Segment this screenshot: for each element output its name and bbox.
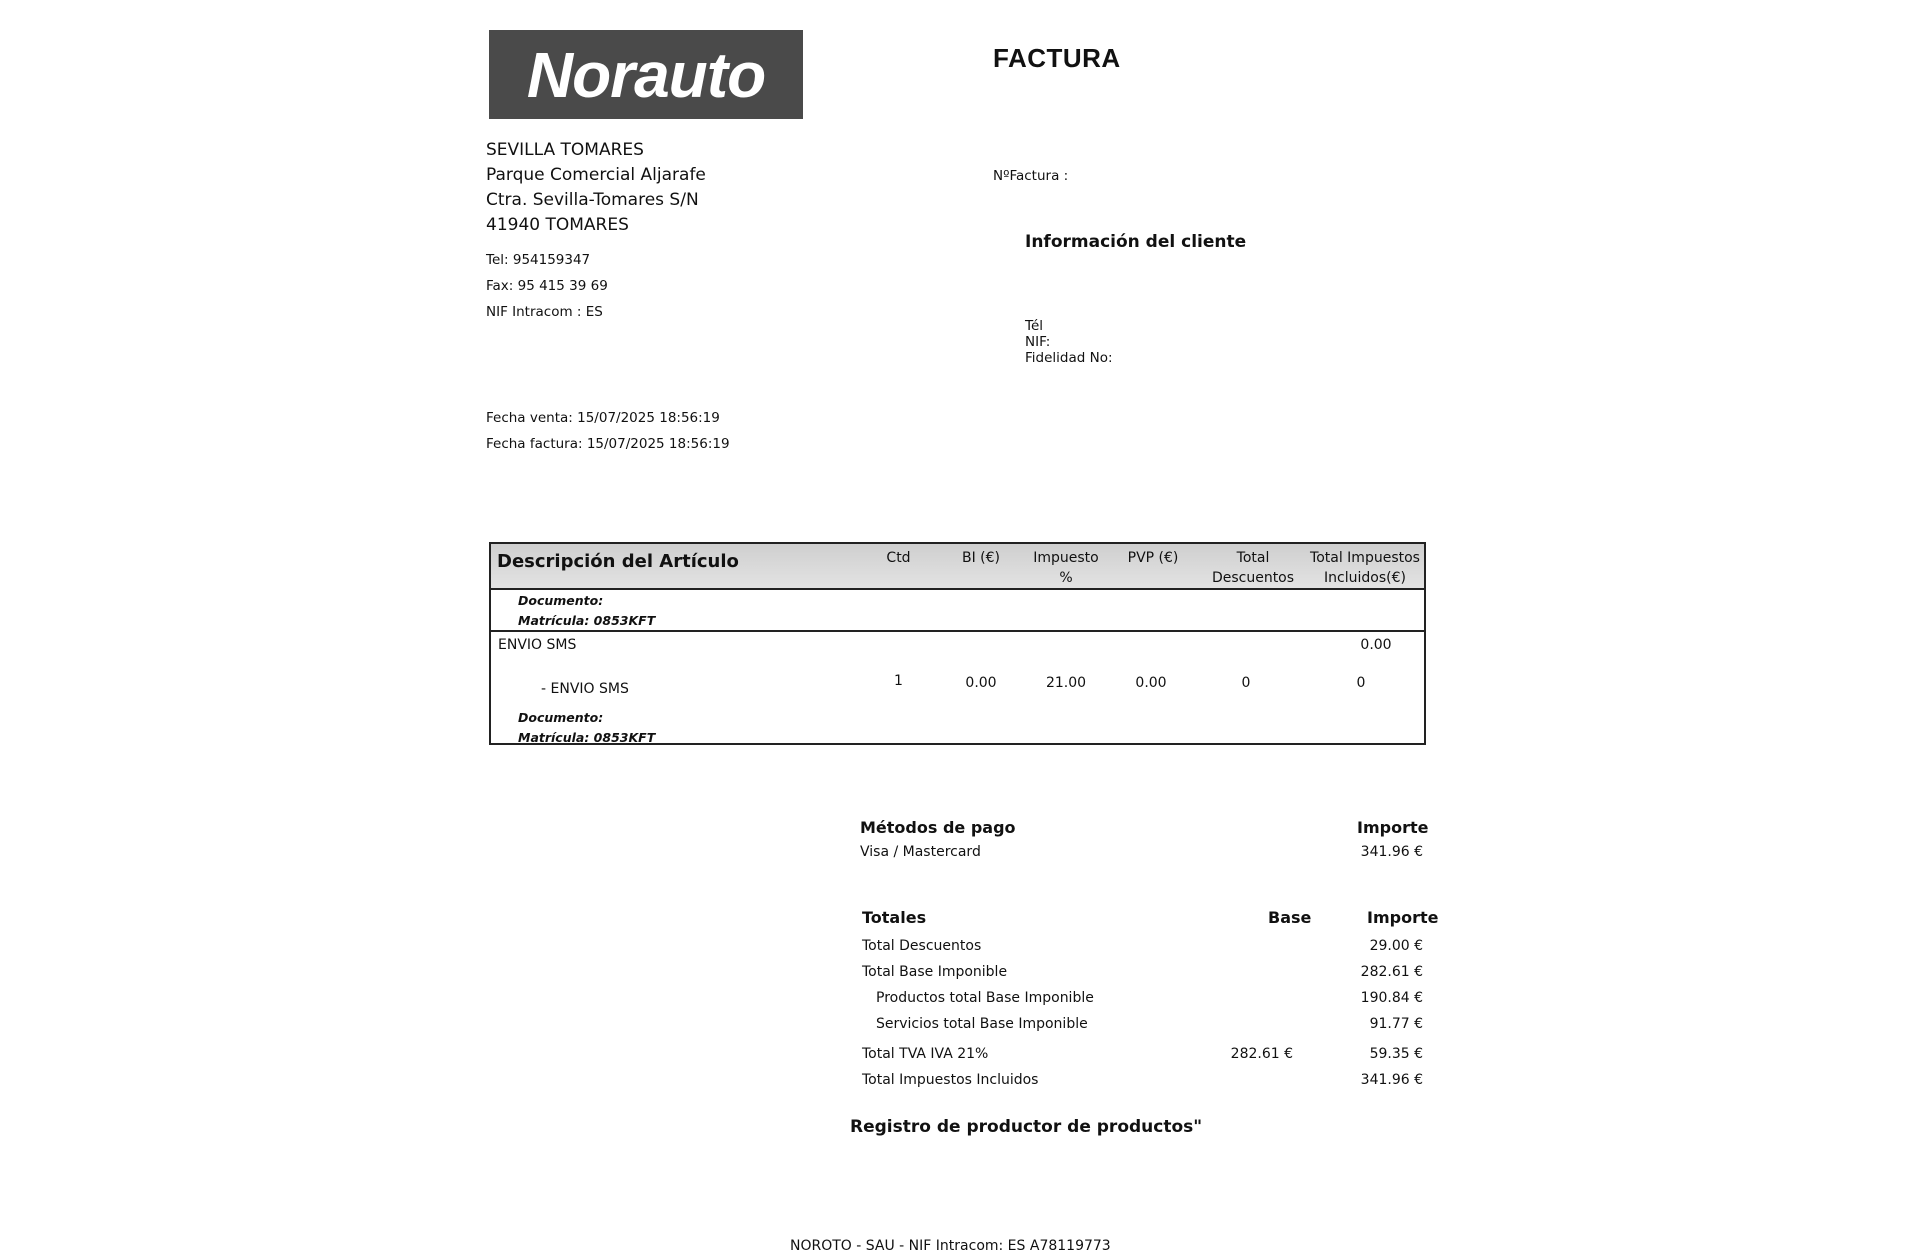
totals-importe-label: Importe — [1367, 908, 1439, 927]
norauto-logo: Norauto — [489, 30, 803, 119]
header-total-descuentos-line2: Descuentos — [1211, 570, 1295, 586]
row2-bi: 0.00 — [965, 675, 997, 691]
totals-title: Totales — [862, 908, 927, 927]
row1-matricula: Matrícula: 0853KFT — [518, 613, 656, 628]
header-impuesto-line1: Impuesto — [1033, 550, 1099, 566]
items-table — [489, 542, 1426, 745]
header-total-impuestos — [1306, 548, 1424, 588]
page-title: FACTURA — [993, 43, 1121, 73]
client-fidelidad-label: Fidelidad No: — [1025, 350, 1113, 366]
fecha-factura: Fecha factura: 15/07/2025 18:56:19 — [486, 436, 730, 452]
row-divider — [491, 630, 1424, 632]
footer-company: NOROTO - SAU - NIF Intracom: ES A78119773 — [790, 1238, 1111, 1254]
total-impuestos-label: Total Impuestos Incluidos — [862, 1072, 1039, 1088]
total-base-imponible-label: Total Base Imponible — [862, 964, 1008, 980]
client-info-title: Información del cliente — [1025, 232, 1247, 252]
header-bi: BI (€) — [961, 550, 1000, 566]
row2-total-impuestos: 0 — [1356, 675, 1366, 691]
productos-base-value: 190.84 € — [1360, 990, 1423, 1006]
header-total-descuentos — [1203, 548, 1303, 588]
header-impuesto-line2: % — [1059, 570, 1073, 586]
header-ctd: Ctd — [886, 550, 911, 566]
store-address-line: Parque Comercial Aljarafe — [486, 165, 706, 185]
store-postal: 41940 TOMARES — [486, 215, 629, 235]
servicios-base-label: Servicios total Base Imponible — [876, 1016, 1088, 1032]
row2-ctd: 1 — [894, 673, 903, 689]
payment-method: Visa / Mastercard — [860, 844, 981, 860]
total-base-imponible-value: 282.61 € — [1360, 964, 1423, 980]
row2-item: - ENVIO SMS — [541, 681, 629, 697]
servicios-base-value: 91.77 € — [1369, 1016, 1423, 1032]
total-descuentos-value: 29.00 € — [1369, 938, 1423, 954]
row2-pvp: 0.00 — [1135, 675, 1167, 691]
header-total-descuentos-line1: Total — [1236, 550, 1270, 566]
row2-group-total: 0.00 — [1360, 637, 1392, 653]
row2-matricula: Matrícula: 0853KFT — [518, 730, 656, 745]
store-fax: Fax: 95 415 39 69 — [486, 278, 608, 294]
payment-title: Métodos de pago — [860, 818, 1016, 837]
totals-base-label: Base — [1268, 908, 1312, 927]
store-tel: Tel: 954159347 — [486, 252, 591, 268]
invoice-number-label: NºFactura : — [993, 168, 1069, 184]
header-pvp: PVP (€) — [1127, 550, 1179, 566]
payment-amount: 341.96 € — [1360, 844, 1423, 860]
total-iva-value: 59.35 € — [1369, 1046, 1423, 1062]
total-descuentos-label: Total Descuentos — [862, 938, 982, 954]
table-header — [491, 544, 1424, 590]
header-impuesto — [1021, 548, 1111, 588]
store-address-line: Ctra. Sevilla-Tomares S/N — [486, 190, 699, 210]
client-tel-label: Tél — [1025, 318, 1044, 334]
header-descripcion: Descripción del Artículo — [497, 551, 739, 572]
registro-productor: Registro de productor de productos" — [850, 1117, 1203, 1137]
total-iva-base: 282.61 € — [1230, 1046, 1293, 1062]
productos-base-label: Productos total Base Imponible — [876, 990, 1094, 1006]
row2-impuesto: 21.00 — [1045, 675, 1087, 691]
row2-group: ENVIO SMS — [498, 637, 577, 653]
fecha-venta: Fecha venta: 15/07/2025 18:56:19 — [486, 410, 720, 426]
header-total-impuestos-line1: Total Impuestos — [1310, 550, 1420, 566]
payment-importe-label: Importe — [1357, 818, 1429, 837]
store-name: SEVILLA TOMARES — [486, 140, 644, 160]
store-nif: NIF Intracom : ES — [486, 304, 603, 320]
total-impuestos-value: 341.96 € — [1360, 1072, 1423, 1088]
client-nif-label: NIF: — [1025, 334, 1051, 350]
header-total-impuestos-line2: Incluidos(€) — [1324, 570, 1406, 586]
row2-total-descuentos: 0 — [1241, 675, 1251, 691]
total-iva-label: Total TVA IVA 21% — [862, 1046, 989, 1062]
row1-documento: Documento: — [518, 593, 604, 608]
row2-documento: Documento: — [518, 710, 604, 725]
